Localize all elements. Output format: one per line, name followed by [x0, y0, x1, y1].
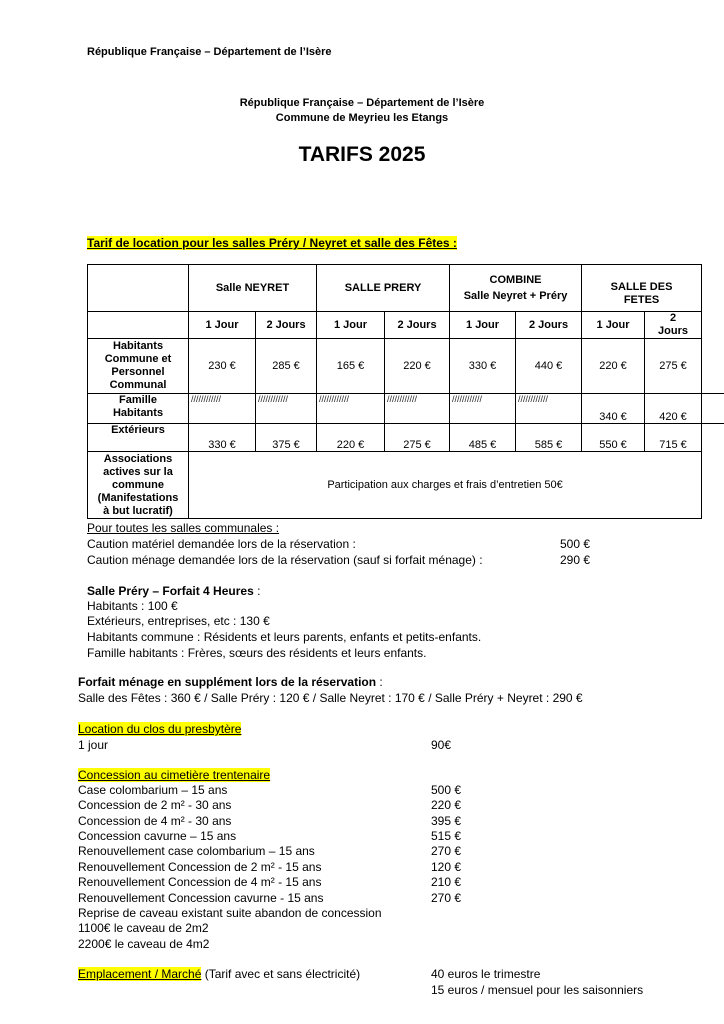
table-cell: 220 € [385, 339, 450, 394]
row-label-famille: Famille Habitants [88, 394, 189, 424]
caution-heading: Pour toutes les salles communales : [87, 521, 280, 535]
cimetiere-item-value: 270 € [431, 891, 462, 905]
col-header-fetes: SALLE DES FETES [582, 265, 702, 312]
row-label-associations: Associations actives sur la commune (Manifestations à but lucratif) [88, 452, 189, 519]
cimetiere-item-value: 500 € [431, 783, 462, 797]
subheader-combine-1j: 1 Jour [450, 312, 516, 339]
table-cell: 220 € [582, 339, 645, 394]
page-title: TARIFS 2025 [298, 143, 426, 166]
page-header: République Française – Département de l’Isère [87, 46, 332, 58]
table-cell: 330 € [189, 424, 256, 452]
cimetiere-item-label: Concession de 2 m² - 30 ans [78, 798, 232, 812]
table-cell-hatched: //////////// [385, 394, 450, 424]
table-cell: 230 € [189, 339, 256, 394]
forfait-4h-heading: Salle Préry – Forfait 4 Heures : [87, 584, 261, 598]
cimetiere-item-label: Concession de 4 m² - 30 ans [78, 814, 232, 828]
cimetiere-item-label: Case colombarium – 15 ans [78, 783, 228, 797]
marche-heading: Emplacement / Marché (Tarif avec et sans électricité) [78, 967, 361, 981]
forfait-4h-line: Extérieurs, entreprises, etc : 130 € [87, 614, 270, 628]
subheader-combine-2j: 2 Jours [516, 312, 582, 339]
cimetiere-reprise-line: 2200€ le caveau de 4m2 [78, 937, 210, 951]
forfait-4h-line: Habitants commune : Résidents et leurs parents, enfants et petits-enfants. [87, 630, 482, 644]
table-cell: 285 € [256, 339, 317, 394]
subheader-prery-2j: 2 Jours [385, 312, 450, 339]
table-line-extension [700, 393, 724, 394]
header-line-2: Commune de Meyrieu les Etangs [275, 112, 449, 124]
col-header-neyret: Salle NEYRET [189, 265, 317, 312]
caution-menage-value: 290 € [560, 553, 591, 567]
subheader-fetes-1j: 1 Jour [582, 312, 645, 339]
table-cell: 165 € [317, 339, 385, 394]
table-cell: 220 € [317, 424, 385, 452]
table-cell-hatched: //////////// [189, 394, 256, 424]
table-cell: 340 € [582, 394, 645, 424]
table-cell: 440 € [516, 339, 582, 394]
cimetiere-reprise-line: Reprise de caveau existant suite abandon de concession [78, 906, 382, 920]
col-header-prery: SALLE PRERY [317, 265, 450, 312]
subheader-neyret-2j: 2 Jours [256, 312, 317, 339]
table-cell: 275 € [385, 424, 450, 452]
presbytere-heading: Location du clos du presbytère [78, 722, 242, 736]
cimetiere-item-value: 270 € [431, 844, 462, 858]
cimetiere-item-value: 220 € [431, 798, 462, 812]
cimetiere-item-label: Renouvellement Concession de 4 m² - 15 ans [78, 875, 322, 889]
cimetiere-reprise-line: 1100€ le caveau de 2m2 [78, 921, 209, 935]
section-heading-salles [87, 236, 457, 250]
caution-menage-label: Caution ménage demandée lors de la réservation (sauf si forfait ménage) : [87, 553, 483, 567]
presbytere-label: 1 jour [78, 738, 109, 752]
associations-participation-cell: Participation aux charges et frais d’entretien 50€ [189, 452, 702, 519]
table-cell: 330 € [450, 339, 516, 394]
subheader-neyret-1j: 1 Jour [189, 312, 256, 339]
forfait-menage-line: Salle des Fêtes : 360 € / Salle Préry : 120 € / Salle Neyret : 170 € / Salle Préry + Neyret : 290 € [78, 691, 583, 705]
cimetiere-item-value: 395 € [431, 814, 462, 828]
caution-materiel-label: Caution matériel demandée lors de la réservation : [87, 537, 356, 551]
table-cell: 585 € [516, 424, 582, 452]
section-heading-salles-text: Tarif de location pour les salles Préry / Neyret et salle des Fêtes : [87, 236, 457, 250]
forfait-menage-heading: Forfait ménage en supplément lors de la réservation : [78, 675, 383, 689]
cimetiere-item-label: Renouvellement Concession de 2 m² - 15 ans [78, 860, 322, 874]
table-corner-cell [88, 265, 189, 312]
forfait-4h-line: Habitants : 100 € [87, 599, 178, 613]
table-cell: 275 € [645, 339, 702, 394]
table-cell: 375 € [256, 424, 317, 452]
presbytere-value: 90€ [431, 738, 452, 752]
row-label-exterieurs: Extérieurs [88, 424, 189, 452]
table-cell: 420 € [645, 394, 702, 424]
cimetiere-item-value: 210 € [431, 875, 462, 889]
cimetiere-item-value: 515 € [431, 829, 462, 843]
table-cell-hatched: //////////// [450, 394, 516, 424]
table-cell-hatched: //////////// [256, 394, 317, 424]
table-cell: 715 € [645, 424, 702, 452]
table-cell: 485 € [450, 424, 516, 452]
cimetiere-heading: Concession au cimetière trentenaire [78, 768, 271, 782]
cimetiere-item-label: Renouvellement case colombarium – 15 ans [78, 844, 315, 858]
col-header-combine: COMBINE Salle Neyret + Préry [450, 265, 582, 312]
tarifs-table [87, 264, 702, 519]
table-cell: 550 € [582, 424, 645, 452]
cimetiere-item-label: Renouvellement Concession cavurne - 15 ans [78, 891, 324, 905]
table-cell-hatched: //////////// [516, 394, 582, 424]
forfait-4h-line: Famille habitants : Frères, sœurs des résidents et leurs enfants. [87, 646, 427, 660]
row-label-habitants: Habitants Commune et Personnel Communal [88, 339, 189, 394]
cimetiere-item-value: 120 € [431, 860, 462, 874]
subheader-fetes-2j: 2 Jours [645, 312, 702, 339]
table-cell-hatched: //////////// [317, 394, 385, 424]
marche-value-1: 40 euros le trimestre [431, 967, 541, 981]
cimetiere-item-label: Concession cavurne – 15 ans [78, 829, 237, 843]
table-line-extension [700, 423, 724, 424]
header-line-1: République Française – Département de l’Isère [239, 97, 485, 109]
subheader-empty-cell [88, 312, 189, 339]
marche-value-2: 15 euros / mensuel pour les saisonniers [431, 983, 644, 997]
subheader-prery-1j: 1 Jour [317, 312, 385, 339]
caution-materiel-value: 500 € [560, 537, 591, 551]
